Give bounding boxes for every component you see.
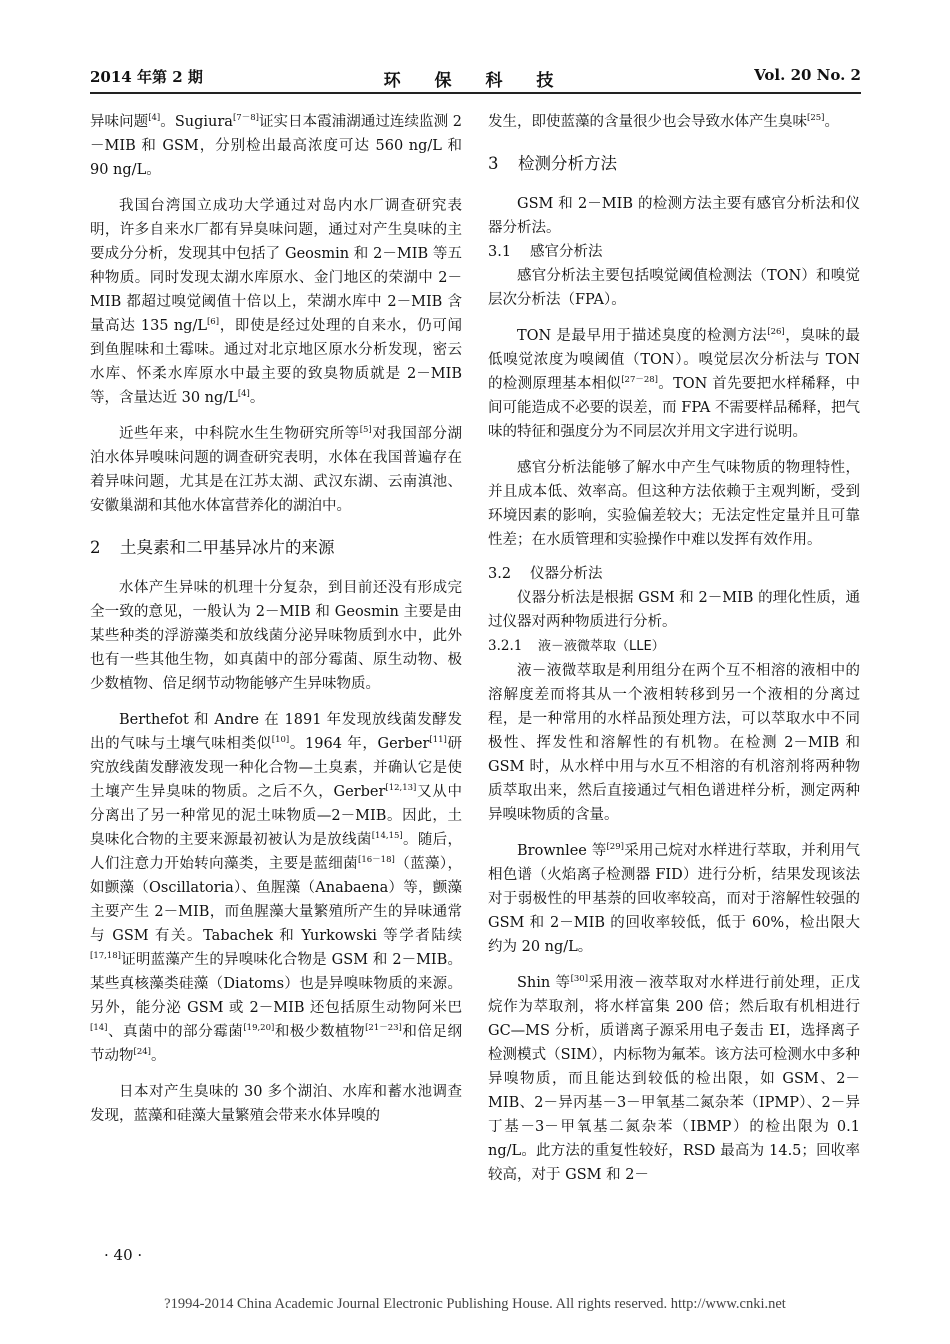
copyright-footer: ?1994-2014 China Academic Journal Electronic Publishing House. All rights reserved. http://www.cnki.net (164, 1296, 786, 1312)
paragraph: 感官分析法主要包括嗅觉阈值检测法（TON）和嗅觉层次分析法（FPA）。 (488, 268, 860, 308)
left-column (90, 110, 462, 1128)
citation-ref: [16－18] (358, 855, 395, 865)
citation-ref: [11] (429, 735, 447, 745)
citation-ref: [27－28] (621, 375, 658, 385)
citation-ref: [14] (90, 1023, 108, 1033)
citation-ref: [24] (133, 1047, 151, 1057)
paragraph: Brownlee 等[29]采用己烷对水样进行萃取，并利用气相色谱（火焰离子检测器 FID）进行分析，结果发现该法对于弱极性的甲基萘的回收率较高，而对于溶解性较强的 GSM 和 2－MIB 的回收率较低，低于 60%，检出限大约为 20 ng/L。 (488, 842, 860, 955)
paragraph: GSM 和 2－MIB 的检测方法主要有感官分析法和仪器分析法。 (488, 196, 860, 236)
paragraph: TON 是最早用于描述臭度的检测方法[26]，臭味的最低嗅觉浓度为嗅阈值（TON）。嗅觉层次分析法与 TON 的检测原理基本相似[27－28]。TON 首先要把水样稀释，中间可能造成不必要的误差，而 FPA 不需要样品稀释，把气味的特征和强度分为不同层次并用文字进行说明。 (488, 327, 860, 440)
subsection-heading: 3.2 仪器分析法 (488, 566, 603, 582)
paragraph: 水体产生异味的机理十分复杂，到目前还没有形成完全一致的意见，一般认为 2－MIB 和 Geosmin 主要是由某些种类的浮游藻类和放线菌分泌异味物质到水中，此外也有一些其他生物，如真菌中的部分霉菌、原生动物、极少数植物、倍足纲节动物能够产生异味物质。 (90, 580, 462, 692)
section-heading: 3 检测分析方法 (488, 154, 617, 173)
paragraph: 仪器分析法是根据 GSM 和 2－MIB 的理化性质，通过仪器对两种物质进行分析。 (488, 590, 860, 630)
running-header (90, 66, 861, 90)
paragraph: 我国台湾国立成功大学通过对岛内水厂调查研究表明，许多自来水厂都有异臭味问题，通过对产生臭味的主要成分分析，发现其中包括了 Geosmin 和 2－MIB 等五种物质。同时发现太湖水库原水、金门地区的荣湖中 2－MIB 都超过嗅觉阈值十倍以上，荣湖水库中 2－MIB 含量高达 135 ng/L[6]，即使是经过处理的自来水，仍可闻到鱼腥味和土霉味。通过对北京地区原水分析发现，密云水库、怀柔水库原水中最主要的致臭物质就是 2－MIB 等，含量达近 30 ng/L[4]。 (90, 198, 463, 406)
paragraph: 近些年来，中科院水生生物研究所等[5]对我国部分湖泊水体异嗅味问题的调查研究表明，水体在我国普遍存在着异味问题，尤其是在江苏太湖、武汉东湖、云南滇池、安徽巢湖和其他水体富营养化的湖泊中。 (90, 425, 463, 514)
citation-ref: [25] (807, 113, 825, 123)
right-column (488, 110, 860, 1187)
header-rule (90, 92, 861, 94)
journal-title: 环 保 科 技 (383, 71, 568, 91)
volume-label: Vol. 20 No. 2 (754, 66, 861, 84)
citation-ref: [26] (767, 327, 785, 337)
citation-ref: [12,13] (385, 783, 417, 793)
citation-ref: [5] (359, 425, 372, 435)
paragraph: 液－液微萃取是利用组分在两个互不相溶的液相中的溶解度差而将其从一个液相转移到另一个液相的分离过程，是一种常用的水样品预处理方法，可以萃取水中不同极性、挥发性和溶解性的有机物。在检测 2－MIB 和 GSM 时，从水样中用与水互不相溶的有机溶剂将两种物质萃取出来，然后直接通过气相色谱进样分析，测定两种异嗅味物质的含量。 (488, 663, 860, 823)
paragraph: 发生，即使蓝藻的含量很少也会导致水体产生臭味[25]。 (488, 113, 839, 130)
citation-ref: [4] (148, 113, 161, 123)
citation-ref: [6] (206, 317, 220, 327)
citation-ref: [17,18] (90, 951, 121, 961)
citation-ref: [21－23] (365, 1023, 402, 1033)
paragraph: Berthefot 和 Andre 在 1891 年发现放线菌发酵发出的气味与土壤气味相类似[10]。1964 年，Gerber[11]研究放线菌发酵液发现一种化合物—土臭素，并确认它是使土壤产生异臭味的物质。之后不久，Gerber[12,13]又从中分离出了另一种常见的泥土味物质—2－MIB。因此，土臭味化合物的主要来源最初被认为是放线菌[14,15]。随后，人们注意力开始转向藻类，主要是蓝细菌[16－18]（蓝藻），如颤藻（Oscillatoria）、鱼腥藻（Anabaena）等，颤藻主要产生 2－MIB，而鱼腥藻大量繁殖所产生的异味通常与 GSM 有关。Tabachek 和 Yurkowski 等学者陆续[17,18]证明蓝藻产生的异嗅味化合物是 GSM 和 2－MIB。某些真核藻类硅藻（Diatoms）也是异嗅味物质的来源。另外，能分泌 GSM 或 2－MIB 还包括原生动物阿米巴[14]、真菌中的部分霉菌[19,20]和极少数植物[21－23]和倍足纲节动物[24]。 (90, 712, 463, 1064)
citation-ref: [30] (570, 974, 589, 984)
paragraph: 异味问题[4]。Sugiura[7－8]证实日本霞浦湖通过连续监测 2－MIB 和 GSM，分别检出最高浓度可达 560 ng/L 和 90 ng/L。 (90, 113, 463, 178)
citation-ref: [10] (271, 735, 290, 745)
subsubsection-heading: 3.2.1 液－液微萃取（LLE） (488, 638, 665, 654)
section-heading: 2 土臭素和二甲基异冰片的来源 (90, 538, 335, 557)
subsection-heading: 3.1 感官分析法 (488, 244, 603, 260)
citation-ref: [29] (606, 842, 624, 852)
paragraph: Shin 等[30]采用液－液萃取对水样进行前处理，正戊烷作为萃取剂，将水样富集 200 倍；然后取有机相进行 GC—MS 分析，质谱离子源采用电子轰击 EI，选择离子检测模式（SIM），内标物为氟苯。该方法可检测水中多种异嗅物质，而且能达到较低的检出限，如 GSM、2－MIB、2－异丙基－3－甲氧基二氮杂苯（IPMP）、2－异丁基－3－甲氧基二氮杂苯（IBMP）的检出限为 0.1 ng/L。此方法的重复性较好，RSD 最高为 14.5；回收率较高，对于 GSM 和 2－ (488, 974, 860, 1183)
citation-ref: [19,20] (243, 1023, 275, 1033)
citation-ref: [14,15] (371, 831, 403, 841)
page-number: · 40 · (104, 1246, 143, 1264)
paragraph: 感官分析法能够了解水中产生气味物质的物理特性，并且成本低、效率高。但这种方法依赖于主观判断，受到环境因素的影响，实验偏差较大；无法定性定量并且可靠性差；在水质管理和实验操作中难以发挥有效作用。 (488, 460, 860, 548)
paragraph: 日本对产生臭味的 30 多个湖泊、水库和蓄水池调查发现，蓝藻和硅藻大量繁殖会带来水体异嗅的 (90, 1084, 462, 1124)
citation-ref: [4] (237, 389, 250, 399)
issue-label: 2014 年第 2 期 (90, 68, 203, 86)
citation-ref: [7－8] (232, 113, 259, 123)
